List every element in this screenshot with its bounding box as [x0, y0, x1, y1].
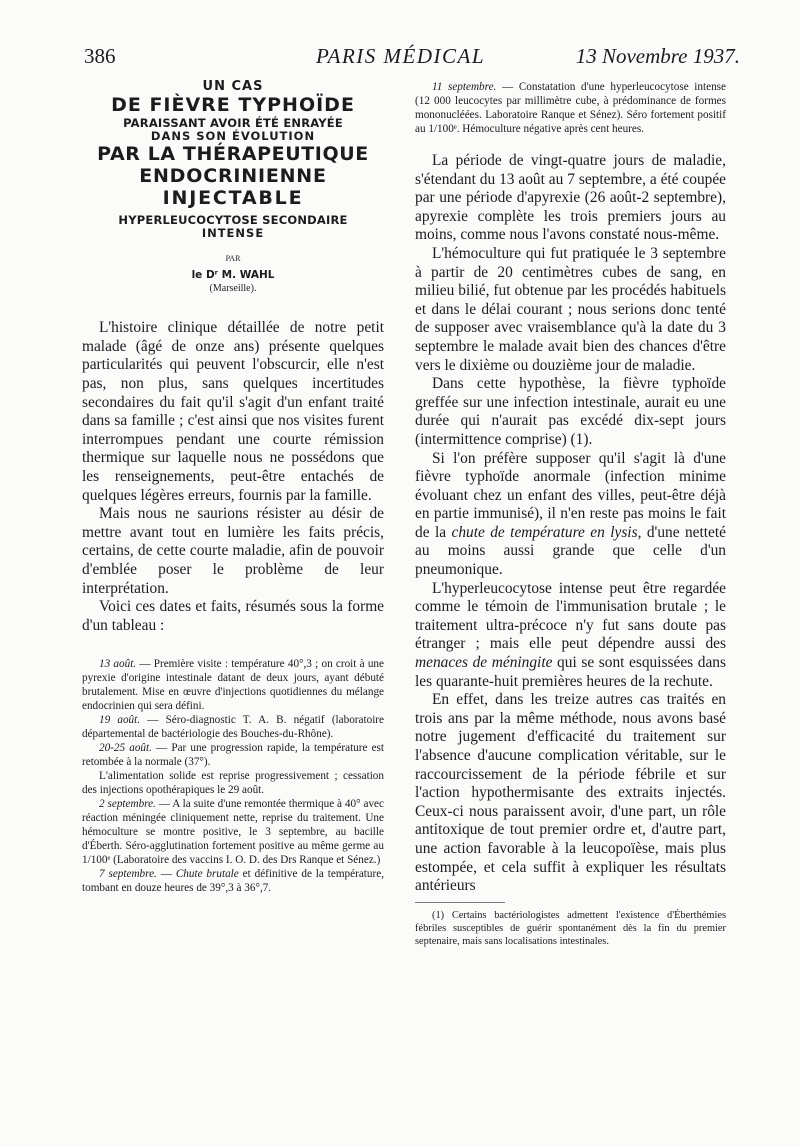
entry-text: — Séro-diagnostic T. A. B. négatif (laboratoire départemental de bactériologie des Bouches-du-Rhône). [82, 714, 384, 741]
text-run: , d'une netteté au moins aussi grande que celle d'un pneumonique. [415, 523, 726, 579]
case-entry [415, 80, 726, 136]
entry-date: 7 septembre. [99, 868, 157, 881]
journal-title: PARIS MÉDICAL [316, 44, 486, 68]
text-run: qui se sont esquissées dans les quarante-huit premières heures de la rechute. [415, 654, 726, 690]
footnote [415, 909, 726, 948]
entry-text: — Constatation d'une hyperleucocytose intense (12 000 leucocytes par millimètre cube, à prédominance de formes mononucléées. Laboratoire Ranque et Sénez). Séro fortement positif au 1/100ᵉ. Hémoculture négative après cent heures. [415, 81, 726, 135]
paragraph: L'hémoculture qui fut pratiquée le 3 septembre à partir de 20 centimètres cubes de sang, en milieu bilié, fut obtenue par les procédés habituels et dans le délai courant ; nous serions donc tenté de supposer avec vraisemblance qu'à la date du 3 septembre le malade avait bien des chances d'être vers le dixième ou douzième jour de maladie. [415, 244, 726, 374]
discussion-text [415, 152, 726, 896]
entry-emphasis: Chute brutale [175, 868, 239, 881]
case-entry [82, 797, 384, 867]
title-line: ENDOCRINIENNE [139, 165, 327, 188]
entry-text: — Première visite : température 40°,3 ; on croit à une pyrexie d'origine intestinale datant de deux jours, ayant débuté brutalement. Mise en œuvre d'injections quotidiennes du mélange endocrinien qui sera défini. [82, 658, 384, 713]
entry-date: 20-25 août. [99, 742, 152, 755]
author-name: le Dʳ M. WAHL [191, 269, 275, 282]
case-entry [82, 741, 384, 769]
author-city: (Marseille). [209, 283, 257, 295]
running-header [84, 44, 740, 74]
case-table-continued [415, 80, 726, 136]
paragraph: Dans cette hypothèse, la fièvre typhoïde greffée sur une infection intestinale, aurait eu une durée qui n'aurait pas excédé dix-sept jours (intermittence comprise) (1). [415, 375, 726, 448]
footnote-text: (1) Certains bactériologistes admettent l'existence d'Éberthémies fébriles susceptibles de guérir spontanément dès la fin du premier septenaire, mais sans localisations intestinales. [415, 909, 726, 947]
case-entry [82, 657, 384, 713]
entry-text: — A la suite d'une remontée thermique à 40° avec réaction méningée cliniquement nette, reprise du traitement. Une hémoculture se montre positive, le 3 septembre, au bacille d'Éberth. Séro-agglutination fortement positive au même germe au 1/100ᵉ (Laboratoire des vaccins I. O. D. des Drs Ranque et Sénez.) [82, 798, 384, 867]
title-line: PARAISSANT AVOIR ÉTÉ ENRAYÉE [123, 115, 343, 130]
title-line: UN CAS [202, 79, 264, 94]
page-number: 386 [84, 44, 116, 68]
case-entry [82, 867, 384, 895]
text-run: L'hyperleucocytose intense peut être regardée comme le témoin de l'immunisation brutale ; le traitement ultra-précoce n'y fut sans doute pas étranger ; mais elle peut dépendre aussi des [415, 579, 726, 653]
paragraph: L'histoire clinique détaillée de notre petit malade (âgé de onze ans) présente quelques particularités qui peuvent l'obscurcir, elle n'est pas, non plus, sans quelques incertitudes secondaires du fait qu'il s'agit d'un enfant traité dans sa famille ; c'est ainsi que nos visites furent interrompues pendant une courte rémission thermique sur laquelle nous ne possédons que les renseignements, peut-être entachés de quelques légères erreurs, fournis par la famille. [82, 319, 384, 504]
case-entry [82, 713, 384, 741]
paragraph [415, 450, 726, 580]
entry-text: — Par une progression rapide, la température est retombée à la normale (37°). [82, 742, 385, 769]
entry-text: L'alimentation solide est reprise progressivement ; cessation des injections opothérapiques le 29 août. [82, 770, 384, 797]
text-run: Si l'on préfère supposer qu'il s'agit là d'une fièvre typhoïde anormale (infection minime évoluant chez un enfant des villes, peut-être déjà en partie immunisé), il n'en reste pas moins le fait de la [415, 449, 726, 541]
issue-date: 13 Novembre 1937. [575, 44, 740, 68]
subtitle-line: HYPERLEUCOCYTOSE SECONDAIRE [118, 212, 348, 227]
title-line: DANS SON ÉVOLUTION [150, 129, 316, 143]
intro-text [82, 319, 384, 635]
entry-date: 13 août. [99, 658, 137, 671]
subtitle-line: INTENSE [201, 225, 265, 240]
footnote-divider [415, 902, 505, 903]
entry-text: et définitive de la température, tombant en douze heures de 39°,3 à 36°,7. [82, 868, 384, 895]
entry-date: 11 septembre. [432, 81, 497, 93]
title-line: INJECTABLE [162, 186, 304, 209]
right-column [415, 80, 726, 948]
byline-par: PAR [225, 254, 241, 264]
paragraph: Voici ces dates et faits, résumés sous la forme d'un tableau : [82, 598, 384, 634]
paragraph: La période de vingt-quatre jours de maladie, s'étendant du 13 août au 7 septembre, a été coupée par une période d'apyrexie (26 août-2 septembre), apyrexie complète les trois premiers jours au moins, comme nous l'avons constaté nous-même. [415, 152, 726, 244]
emphasis: menaces de méningite [415, 654, 553, 672]
emphasis: chute de température en lysis [451, 523, 638, 541]
entry-date: 19 août. [99, 714, 141, 727]
left-column [82, 80, 384, 895]
entry-text: — [156, 868, 176, 881]
paragraph: Mais nous ne saurions résister au désir de mettre avant tout en lumière les faits précis, certains, de cette courte maladie, afin de pouvoir d'emblée poser le problème de leur interprétation. [82, 505, 384, 597]
entry-date: 2 septembre. [99, 798, 156, 811]
paragraph: En effet, dans les treize autres cas traités en trois ans par la même méthode, nous avons basé notre jugement d'efficacité du traitement sur l'absence d'aucune complication véritable, sur le raccourcissement de la période fébrile et sur l'action hypothermisante des extraits injectés. Ceux-ci nous paraissent avoir, d'une part, un rôle antitoxique de tout premier ordre et, d'autre part, une action favorable à la leucopoïèse, mais plus estompée, et cela suffit à expliquer les résultats antérieurs [415, 691, 726, 895]
title-line: PAR LA THÉRAPEUTIQUE [97, 143, 369, 166]
article-title [82, 80, 384, 240]
paragraph [415, 580, 726, 692]
case-entry [82, 769, 384, 797]
title-line: DE FIÈVRE TYPHOÏDE [111, 93, 355, 116]
case-table [82, 657, 384, 895]
